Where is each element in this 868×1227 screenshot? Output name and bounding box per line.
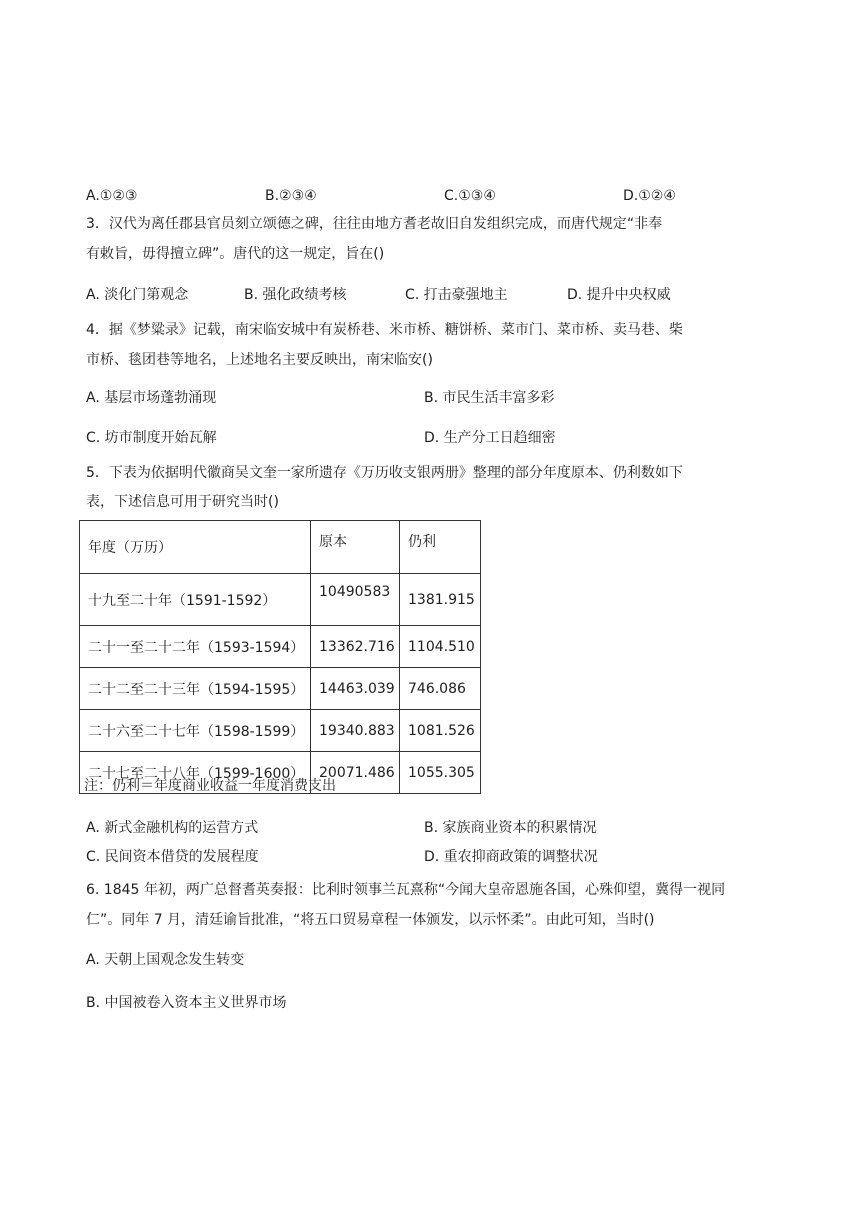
q3-option-b: B. 强化政绩考核 — [244, 287, 347, 303]
table-row — [80, 574, 481, 626]
q6-stem-line-1: 6. 1845 年初，两广总督耆英奏报：比利时领事兰瓦熹称“今闻大皇帝恩施各国，心殊仰望，冀得一视同 — [86, 882, 726, 898]
q5-option-c: C. 民间资本借贷的发展程度 — [86, 849, 259, 865]
table-cell-year: 十九至二十年（1591-1592） — [80, 574, 311, 626]
table-row — [80, 626, 481, 668]
table-cell-year: 二十二至二十三年（1594-1595） — [80, 668, 311, 710]
q5-data-table — [79, 520, 481, 794]
q4-option-c: C. 坊市制度开始瓦解 — [86, 430, 217, 446]
q2-option-a: A.①②③ — [86, 188, 138, 204]
q2-option-c: C.①③④ — [444, 188, 496, 204]
q4-option-d: D. 生产分工日趋细密 — [424, 430, 556, 446]
table-cell-principal: 13362.716 — [311, 626, 400, 668]
q6-stem-line-2: 仁”。同年 7 月，清廷谕旨批准，“将五口贸易章程一体颁发，以示怀柔”。由此可知，当时() — [86, 912, 655, 928]
table-cell-profit: 1081.526 — [400, 710, 481, 752]
table-cell-year: 二十七至二十八年（1599-1600） — [80, 752, 311, 794]
q2-option-b: B.②③④ — [265, 188, 317, 204]
table-header-row — [80, 521, 481, 574]
table-cell-principal: 10490583 — [311, 574, 400, 626]
table-cell-year: 二十一至二十二年（1593-1594） — [80, 626, 311, 668]
table-cell-profit: 1055.305 — [400, 752, 481, 794]
q5-option-a: A. 新式金融机构的运营方式 — [86, 820, 259, 836]
q3-option-c: C. 打击豪强地主 — [405, 287, 508, 303]
q6-option-a: A. 天朝上国观念发生转变 — [86, 952, 245, 968]
q5-table-note: 注：仍利＝年度商业收益一年度消费支出 — [84, 778, 336, 794]
table-cell-principal: 20071.486 — [311, 752, 400, 794]
q3-option-a: A. 淡化门第观念 — [86, 287, 189, 303]
q4-stem-line-2: 市桥、毯团巷等地名，上述地名主要反映出，南宋临安() — [86, 352, 433, 368]
q3-stem-line-2: 有敕旨，毋得擅立碑”。唐代的这一规定，旨在() — [86, 246, 385, 262]
table-cell-principal: 19340.883 — [311, 710, 400, 752]
table-cell-profit: 1381.915 — [400, 574, 481, 626]
table-cell-profit: 1104.510 — [400, 626, 481, 668]
table-header-year: 年度（万历） — [80, 521, 311, 574]
q4-option-a: A. 基层市场蓬勃涌现 — [86, 390, 217, 406]
q3-option-d: D. 提升中央权威 — [567, 287, 671, 303]
table-row — [80, 668, 481, 710]
q2-option-d: D.①②④ — [623, 188, 676, 204]
table-cell-profit: 746.086 — [400, 668, 481, 710]
table-cell-principal: 14463.039 — [311, 668, 400, 710]
q6-option-b: B. 中国被卷入资本主义世界市场 — [86, 995, 287, 1011]
table-header-principal: 原本 — [311, 521, 400, 574]
q5-option-d: D. 重农抑商政策的调整状况 — [424, 849, 598, 865]
q5-stem-line-2: 表，下述信息可用于研究当时() — [86, 494, 279, 510]
table-header-profit: 仍利 — [400, 521, 481, 574]
q4-stem-line-1: 4．据《梦粱录》记载，南宋临安城中有炭桥巷、米市桥、糖饼桥、菜市门、菜市桥、卖马巷、柴 — [86, 322, 683, 338]
table-cell-year: 二十六至二十七年（1598-1599） — [80, 710, 311, 752]
table-row — [80, 710, 481, 752]
q3-stem-line-1: 3．汉代为离任郡县官员刻立颂德之碑，往往由地方耆老故旧自发组织完成，而唐代规定“非奉 — [86, 216, 663, 232]
q5-stem-line-1: 5．下表为依据明代徽商吴文奎一家所遗存《万历收支银两册》整理的部分年度原本、仍利数如下 — [86, 465, 683, 481]
q5-option-b: B. 家族商业资本的积累情况 — [424, 820, 597, 836]
q4-option-b: B. 市民生活丰富多彩 — [424, 390, 555, 406]
